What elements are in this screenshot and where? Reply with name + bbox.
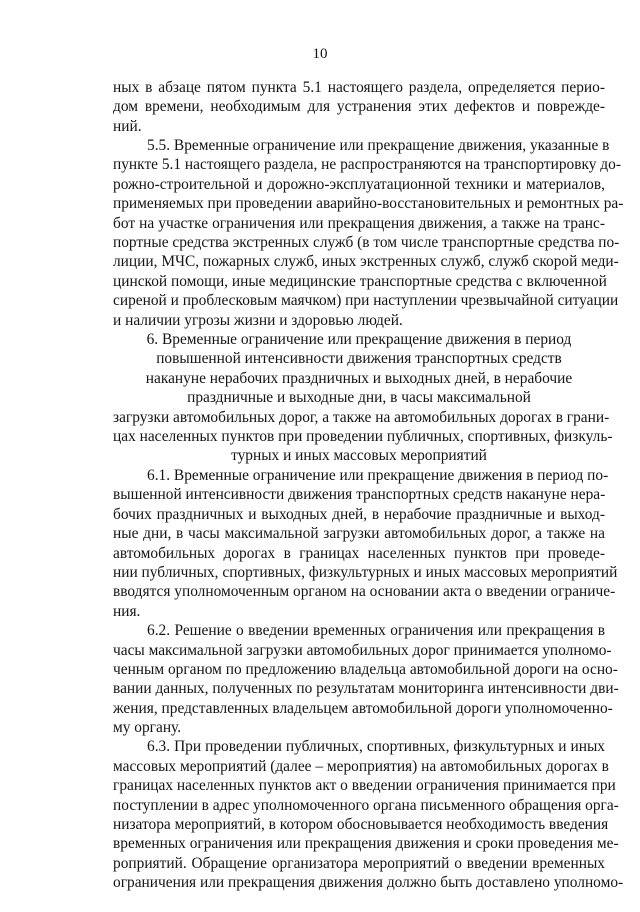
text-line: му органу. — [113, 719, 182, 737]
text-line: бот на участке ограничения или прекращения движения, а также на транс- — [113, 214, 605, 232]
text-line: ний. — [113, 117, 142, 135]
text-line: ограничения или прекращения движения должно быть доставлено уполномо- — [113, 874, 624, 892]
text-line: часы максимальной загрузки автомобильных дорог принимается уполномо- — [113, 641, 612, 659]
text-line: 5.5. Временные ограничение или прекращение движения, указанные в — [147, 137, 610, 154]
heading-line: повышенной интенсивности движения транспортных средств — [156, 350, 562, 368]
heading-line: загрузки автомобильных дорог, а также на автомобильных дорогах в грани- — [113, 408, 610, 426]
paragraph-continuation — [113, 78, 605, 136]
text-line: ных в абзаце пятом пункта 5.1 настоящего раздела, определяется перио- — [113, 79, 605, 96]
text-line: лиции, МЧС, пожарных служб, иных экстренных служб, служб скорой меди- — [113, 253, 619, 271]
text-line: автомобильных дорогах в границах населенных пунктов при проведе- — [113, 544, 605, 562]
heading-line: праздничные и выходные дни, в часы максимальной — [187, 389, 531, 407]
text-line: рожно-строительной и дорожно-эксплуатационной техники и материалов, — [113, 175, 605, 193]
paragraph-5-5 — [113, 136, 624, 330]
text-line: границах населенных пунктов акт о введении ограничения принимается при — [113, 777, 616, 795]
text-line: бочих праздничных и выходных дней, в нерабочие праздничные и выход- — [113, 505, 605, 523]
text-line: пункте 5.1 настоящего раздела, не распространяются на транспортировку до- — [113, 156, 621, 174]
heading-line: цах населенных пунктов при проведении публичных, спортивных, физкуль- — [113, 427, 613, 445]
text-line: цинской помощи, иные медицинские транспортные средства с включенной — [113, 272, 607, 290]
text-line: массовых мероприятий (далее – мероприятия) на автомобильных дорогах в — [113, 757, 609, 775]
text-line: портные средства экстренных служб (в том числе транспортные средства по- — [113, 233, 620, 251]
text-line: и наличии угрозы жизни и здоровью людей. — [113, 311, 403, 329]
text-line: дом времени, необходимым для устранения этих дефектов и поврежде- — [113, 98, 605, 116]
text-line: роприятий. Обращение организатора мероприятий о введении временных — [113, 854, 605, 872]
paragraphs-6-1-to-6-3 — [113, 466, 624, 893]
text-line: вводятся уполномоченным органом на основании акта о введении ограниче- — [113, 583, 616, 601]
page-number: 10 — [312, 46, 328, 62]
text-line: ные дни, в часы максимальной загрузки автомобильных дорог, а также на — [113, 525, 605, 543]
text-line: временных ограничения или прекращения движения и сроки проведения ме- — [113, 835, 619, 853]
text-line: 6.1. Временные ограничение или прекращение движения в период по- — [147, 467, 609, 484]
text-line: 6.3. При проведении публичных, спортивных, физкультурных и иных — [147, 738, 605, 756]
text-line: вышенной интенсивности движения транспортных средств накануне нера- — [113, 486, 606, 504]
text-line: применяемых при проведении аварийно-восстановительных и ремонтных ра- — [113, 195, 624, 213]
text-line: поступлении в адрес уполномоченного органа письменного обращения орга- — [113, 796, 619, 814]
text-line: вании данных, полученных по результатам мониторинга интенсивности дви- — [113, 680, 619, 698]
text-line: ния. — [113, 602, 141, 620]
heading-line: 6. Временные ограничение или прекращение движения в период — [146, 331, 572, 348]
text-line: низатора мероприятий, в котором обосновывается необходимость введения — [113, 816, 609, 834]
section-heading-6 — [113, 330, 613, 466]
heading-line: накануне нерабочих праздничных и выходных дней, в нерабочие — [145, 369, 573, 387]
text-line: жения, представленных владельцем автомобильной дороги уполномоченно- — [113, 699, 613, 717]
heading-line: турных и иных массовых мероприятий — [231, 447, 487, 465]
text-line: 6.2. Решение о введении временных ограничения или прекращения в — [147, 622, 605, 640]
text-line: ченным органом по предложению владельца автомобильной дороги на осно- — [113, 660, 618, 678]
text-line: нии публичных, спортивных, физкультурных и иных массовых мероприятий — [113, 563, 618, 581]
text-line: сиреной и проблесковым маячком) при наступлении чрезвычайной ситуации — [113, 292, 619, 310]
